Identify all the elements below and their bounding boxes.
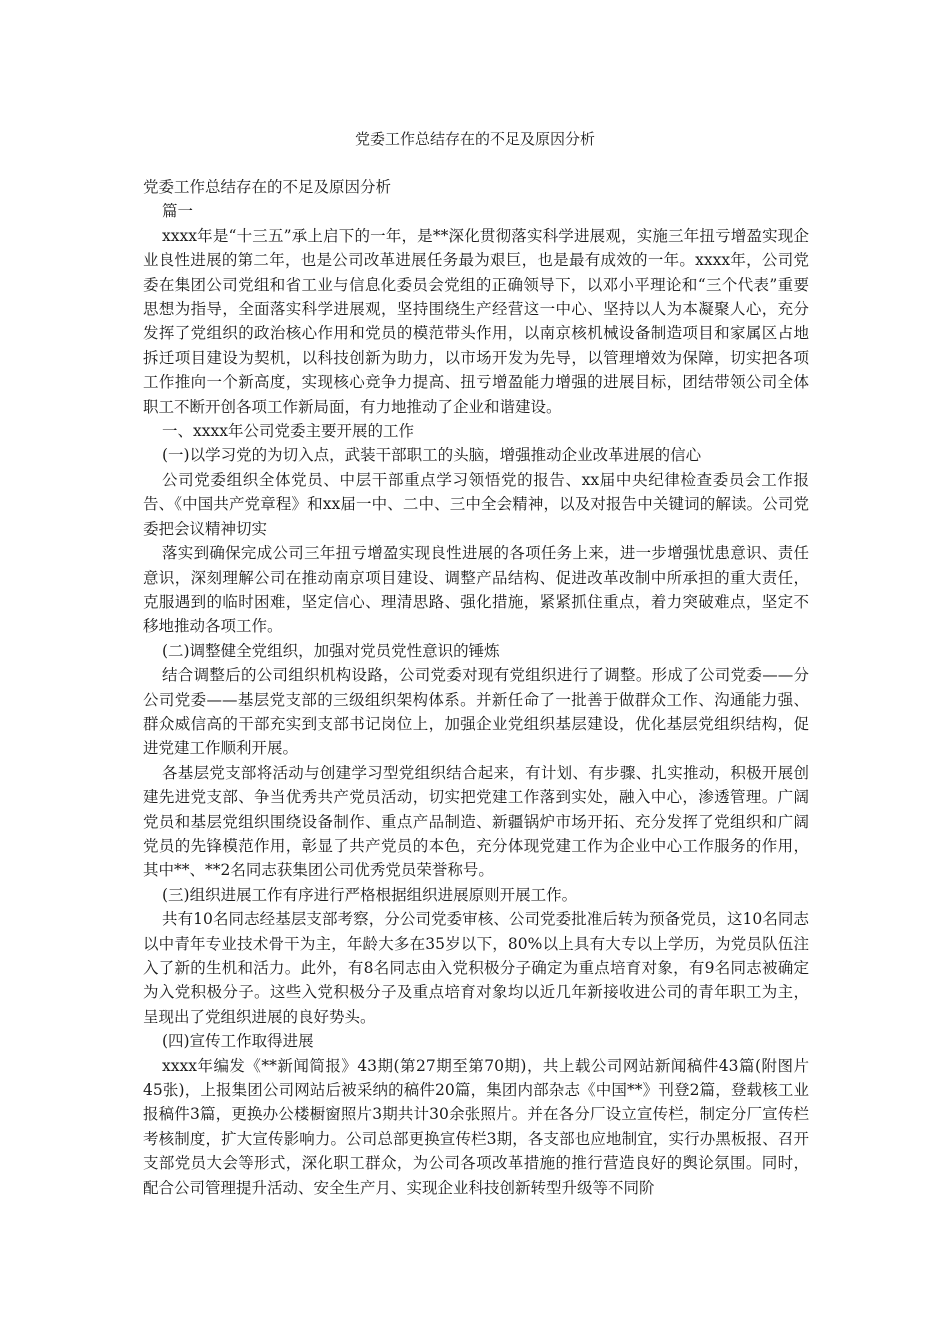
subsection-heading: (三)组织进展工作有序进行严格根据组织进展原则开展工作。	[162, 885, 578, 904]
paragraph: 各基层党支部将活动与创建学习型党组织结合起来，有计划、有步骤、扎实推动，积极开展创建先进党支部、争当优秀共产党员活动，切实把党建工作落到实处，融入中心，渗透管理。广阔党员和基层党组织围绕设备制作、重点产品制造、新疆锅炉市场开拓、充分发挥了党组织和广阔党员的先锋模范作用，彰显了共产党员的本色，充分体现党建工作为企业中心工作服务的作用，其中**、**2名同志获集团公司优秀党员荣誉称号。	[143, 763, 809, 880]
paragraph: xxxx年是“十三五”承上启下的一年，是**深化贯彻落实科学进展观，实施三年扭亏增盈实现企业良性进展的第二年，也是公司改革进展任务最为艰巨，也是最有成效的一年。xxxx年，公司党委在集团公司党组和省工业与信息化委员会党组的正确领导下，以邓小平理论和“三个代表”重要思想为指导，全面落实科学进展观，坚持围绕生产经营这一中心、坚持以人为本凝聚人心，充分发挥了党组织的政治核心作用和党员的模范带头作用，以南京核机械设备制造项目和家属区占地拆迁项目建设为契机，以科技创新为助力，以市场开发为先导，以管理增效为保障，切实把各项工作推向一个新高度，实现核心竞争力提高、扭亏增盈能力增强的进展目标，团结带领公司全体职工不断开创各项工作新局面，有力地推动了企业和谐建设。	[143, 226, 809, 416]
document-title: 党委工作总结存在的不足及原因分析	[354, 130, 595, 148]
section-heading: 一、xxxx年公司党委主要开展的工作	[162, 422, 414, 441]
subsection-heading: (四)宣传工作取得进展	[162, 1032, 314, 1051]
paragraph: 落实到确保完成公司三年扭亏增盈实现良性进展的各项任务上来，进一步增强忧患意识、责任意识，深刻理解公司在推动南京项目建设、调整产品结构、促进改革改制中所承担的重大责任，克服遇到的临时困难，坚定信心、理清思路、强化措施，紧紧抓住重点，着力突破难点，坚定不移地推动各项工作。	[143, 544, 809, 636]
paragraph: 公司党委组织全体党员、中层干部重点学习领悟党的报告、xx届中央纪律检查委员会工作报告、《中国共产党章程》和xx届一中、二中、三中全会精神，以及对报告中关键词的解读。公司党委把会议精神切实	[143, 470, 809, 538]
document-body	[143, 175, 809, 1200]
paragraph: 共有10名同志经基层支部考察，分公司党委审核、公司党委批准后转为预备党员，这10名同志以中青年专业技术骨干为主，年龄大多在35岁以下，80%以上具有大专以上学历，为党员队伍注入了新的生机和活力。此外，有8名同志由入党积极分子确定为重点培育对象，有9名同志被确定为入党积极分子。这些入党积极分子及重点培育对象均以近几年新接收进公司的青年职工为主，呈现出了党组织进展的良好势头。	[143, 910, 809, 1026]
subsection-heading: (一)以学习党的为切入点，武装干部职工的头脑，增强推动企业改革进展的信心	[162, 446, 702, 465]
subsection-heading: (二)调整健全党组织，加强对党员党性意识的锤炼	[162, 641, 500, 660]
paragraph: 篇一	[162, 202, 194, 221]
paragraph: 党委工作总结存在的不足及原因分析	[143, 178, 392, 196]
paragraph: xxxx年编发《**新闻简报》43期(第27期至第70期)，共上载公司网站新闻稿件43篇(附图片45张)，上报集团公司网站后被采纳的稿件20篇，集团内部杂志《中国**》刊登2篇，登载核工业报稿件3篇，更换办公楼橱窗照片3期共计30余张照片。并在各分厂设立宣传栏，制定分厂宣传栏考核制度，扩大宣传影响力。公司总部更换宣传栏3期，各支部也应地制宜，实行办黑板报、召开支部党员大会等形式，深化职工群众，为公司各项改革措施的推行营造良好的舆论氛围。同时，配合公司管理提升活动、安全生产月、实现企业科技创新转型升级等不同阶	[143, 1056, 809, 1197]
paragraph: 结合调整后的公司组织机构设路，公司党委对现有党组织进行了调整。形成了公司党委——分公司党委——基层党支部的三级组织架构体系。并新任命了一批善于做群众工作、沟通能力强、群众威信高的干部充实到支部书记岗位上，加强企业党组织基层建设，优化基层党组织结构，促进党建工作顺利开展。	[143, 666, 809, 758]
